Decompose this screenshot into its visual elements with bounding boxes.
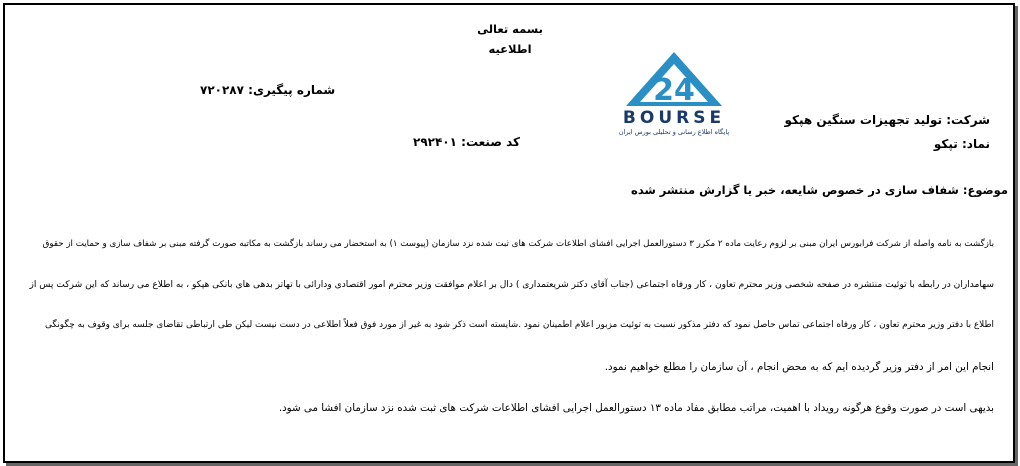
symbol-value: تپکو [933,137,958,151]
tracking-label: شماره پیگیری: [248,83,336,97]
subject-label: موضوع: [962,183,1008,197]
subject-line [631,183,1008,197]
tracking-number [200,83,335,97]
industry-code-value: ۲۹۲۴۰۱ [413,135,457,149]
subject-text: شفاف سازی در خصوص شایعه، خبر یا گزارش منتشر شده [631,183,959,197]
announcement-title: اطلاعیه [488,42,532,56]
body-line-4: انجام این امر از دفتر وزیر گردیده ایم که به محض انجام ، آن سازمان را مطلع خواهیم نمود. [604,361,994,373]
industry-code [413,135,520,149]
body-line-5: بدیهی است در صورت وقوع هرگونه رویداد با اهمیت، مراتب مطابق مفاد ماده ۱۳ دستورالعمل اجرایی افشای اطلاعات شرکت های ثبت شده نزد سازمان افشا می شود. [278,402,994,414]
industry-code-label: کد صنعت: [461,135,520,149]
company-line [784,113,990,127]
bourse24-logo-icon [600,50,748,110]
company-label: شرکت: [946,113,990,127]
logo-numeral: 24 [653,73,695,108]
company-name: تولید تجهیزات سنگین هپکو [784,113,943,127]
body-line-1: بازگشت به نامه واصله از شرکت فرابورس ایران مبنی بر لزوم رعایت ماده ۲ مکرر ۳ دستورالعمل اجرایی افشای اطلاعات شرکت های ثبت شده نزد سازمان (پیوست ۱) به استحضار می رساند بازگشت به مکاتبه صورت گرفته مبنی بر شفاف سازی و حمایت از حقوق [42,239,994,249]
bourse24-logo [600,50,748,142]
body-line-3: اطلاع با دفتر وزیر محترم تعاون ، کار ورفاه اجتماعی تماس حاصل نمود که دفتر مذکور نسبت به توئیت مزبور اعلام اطمینان نمود .شایسته است ذکر شود به غیر از مورد فوق فعلاً اطلاعی در دست نیست لیکن طی ارتباطی تقاضای جلسه برای وقوف به چگونگی [45,320,994,330]
body-line-2: سهامداران در رابطه با توئیت منتشره در صفحه شخصی وزیر محترم تعاون ، کار ورفاه اجتماعی (جناب آقای دکتر شریعتمداری ) دال بر اعلام موافقت وزیر محترم امور اقتصادی ودارائی با تهاتر بدهی های بانکی هپکو ، به اطلاع می رساند که این شرکت پس از [29,280,994,290]
tracking-value: ۷۲۰۲۸۷ [200,83,244,97]
logo-wordmark: BOURSE [622,108,726,128]
symbol-line [934,137,990,151]
symbol-label: نماد: [961,137,990,151]
bismillah-heading: بسمه تعالی [477,22,543,36]
logo-tagline: پایگاه اطلاع رسانی و تحلیلی بورس ایران [618,128,730,136]
announcement-frame [3,3,1015,463]
